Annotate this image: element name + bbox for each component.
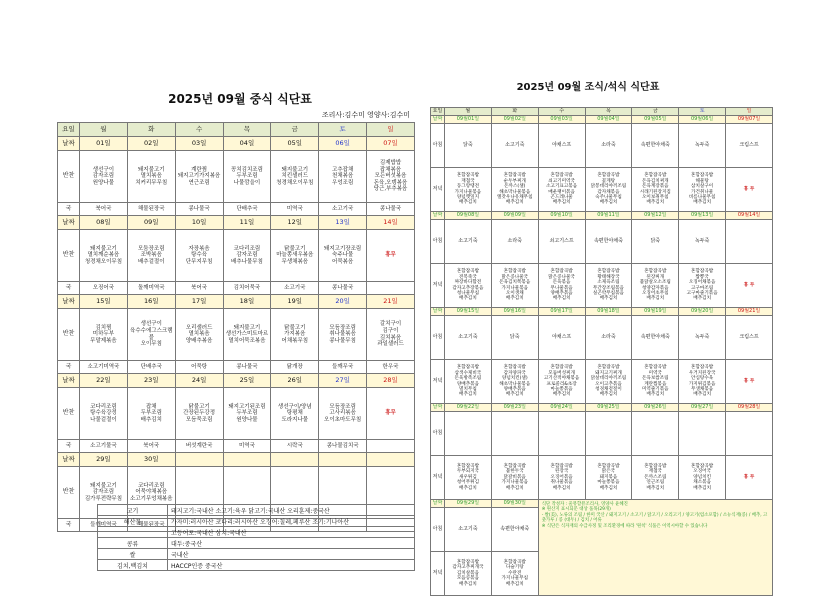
side-label: 반찬 bbox=[58, 467, 80, 519]
soup-cell: 콩나물국 bbox=[367, 203, 415, 216]
day-header: 일 bbox=[367, 123, 415, 137]
date-cell: 09월30일 bbox=[491, 500, 538, 508]
dinner-cell: 혼합잡곡밥 감자고추찌개국 김치살볶음 모듬콩볶음 배추김치 bbox=[445, 552, 492, 596]
soup-cell: 시락국 bbox=[271, 440, 319, 453]
origin-table bbox=[97, 504, 415, 571]
side-label: 반찬 bbox=[58, 388, 80, 440]
breakfast-cell: 속편한야채죽 bbox=[632, 124, 679, 168]
breakfast-cell bbox=[538, 412, 585, 456]
breakfast-cell: 녹두죽 bbox=[679, 316, 726, 360]
breakfast-cell: 크림스프 bbox=[726, 316, 773, 360]
origin-value: HACCP인증 중국산 bbox=[168, 560, 415, 571]
day-header: 수 bbox=[538, 108, 585, 116]
side-dishes: 갈치구이 김구이 김치볶음 과일샐러드 bbox=[367, 309, 415, 361]
breakfast-cell bbox=[726, 412, 773, 456]
dinner-cell: 혼합잡곡밥 두부되지국 새우튀김 청어무튀김 배추김치 bbox=[445, 456, 492, 500]
dinner-cell: 혼합잡곡밥 우거지된장국 안심탕수육 가지튀김볶음 무생채볶음 배추김치 bbox=[679, 360, 726, 404]
date-cell: 09월16일 bbox=[491, 308, 538, 316]
breakfast-cell bbox=[726, 220, 773, 264]
date-cell: 09월10일 bbox=[538, 212, 585, 220]
dinner-cell: 혼합잡곡밥 짬뽕국 오징어채볶음 고구마조림 고구마줄기볶음 배추김치 bbox=[679, 264, 726, 308]
side-dishes: 생선구이/양념 탕평채 도라지나물 bbox=[271, 388, 319, 440]
breakfast-cell: 소라죽 bbox=[491, 220, 538, 264]
day-header: 토 bbox=[319, 123, 367, 137]
side-dishes: 코다리조림 어묵야채볶음 소고기무엉채볶음 bbox=[127, 467, 175, 519]
date-cell: 09월05일 bbox=[632, 116, 679, 124]
dinner-cell: 혼합잡곡밥 해물탕 삼치살구이 가건취나물 비름나물무침 배추김치 bbox=[679, 168, 726, 212]
side-dishes: 돼지불고기 생선가스미트마르 멸치어묵조볶음 bbox=[223, 309, 271, 361]
dinner-cell: 혼합잡곡밥 맑은콩나물국 돈육볶음 무나물볶음 양배추볶음 배추김치 bbox=[538, 264, 585, 308]
soup-cell bbox=[367, 282, 415, 295]
breakfast-cell bbox=[491, 412, 538, 456]
date-cell: 09월15일 bbox=[445, 308, 492, 316]
date-cell: 29일 bbox=[80, 453, 128, 467]
soup-cell: 돌깨미역국 bbox=[127, 282, 175, 295]
date-cell: 09월17일 bbox=[538, 308, 585, 316]
dinner-cell: 혼합잡곡밥 재첩국 동그랑땡전 가지나물볶음 양념깻잎지 배추김치 bbox=[445, 168, 492, 212]
side-dishes: 고추잡채 천채볶음 우엉조림 bbox=[319, 151, 367, 203]
soup-cell: 어묵탕 bbox=[175, 361, 223, 374]
holiday-cell: 휴 무 bbox=[726, 264, 773, 308]
lunch-table bbox=[57, 122, 415, 532]
notes-box: 식단 작성자 : 울뮤할뮤조리사, 영양사 윤혜진 ※ 원산지 표시되문 대상 품목(29개) - 쌀(美), 노류의 조림 / 한미 국산 / 돼지고기 / 소고기 / 닭고기 / 오리고기 / 양고기(염소포함) / 소뉴식재(콩) / 배추, 고춧가루 / 콩 (대두) / 김치 / 어류 ※ 식단은 식자재의 수급사정 및 조리환경에 따라 '원칙' 식품은 이역시아할 수 있습니다 bbox=[538, 500, 772, 596]
side-dishes: 돼지불고기 감자조림 김가루전략무침 bbox=[80, 467, 128, 519]
date-cell: 05일 bbox=[271, 137, 319, 151]
date-cell: 21일 bbox=[367, 295, 415, 309]
soup-cell: 북어국 bbox=[127, 440, 175, 453]
date-cell: 10일 bbox=[175, 216, 223, 230]
breakfast-cell: 속편한야채죽 bbox=[585, 220, 632, 264]
side-label: 반찬 bbox=[58, 151, 80, 203]
dinner-cell: 혼합잡곡밥 감자양파국 양념치킨(샐) 해초막나물볶음 양배추볶음 배추김치 bbox=[491, 360, 538, 404]
breakfast-cell: 쇠고기스프 bbox=[538, 220, 585, 264]
date-cell: 09월29일 bbox=[445, 500, 492, 508]
soup-cell: 단배추국 bbox=[127, 361, 175, 374]
breakfast-cell bbox=[632, 412, 679, 456]
lunch-title: 2025년 09월 중식 식단표 bbox=[168, 92, 312, 106]
day-header: 목 bbox=[585, 108, 632, 116]
date-label: 날짜 bbox=[58, 216, 80, 230]
origin-key: 콩류 bbox=[98, 538, 168, 549]
date-cell: 18일 bbox=[223, 295, 271, 309]
date-cell: 09월27일 bbox=[679, 404, 726, 412]
date-cell: 20일 bbox=[319, 295, 367, 309]
dinner-cell: 혼합잡곡밥 불한두국 닭갈비볶음 가지나물볶음 배추김치 bbox=[491, 456, 538, 500]
date-cell: 09월24일 bbox=[538, 404, 585, 412]
soup-label: 국 bbox=[58, 203, 80, 216]
soup-cell bbox=[367, 440, 415, 453]
date-cell: 09월22일 bbox=[445, 404, 492, 412]
soup-label: 국 bbox=[58, 519, 80, 532]
breakfast-cell: 소고기죽 bbox=[445, 220, 492, 264]
side-dishes: 자장볶음 탕수육 단무지무침 bbox=[175, 230, 223, 282]
breakfast-cell: 소고기죽 bbox=[445, 508, 492, 552]
date-cell: 23일 bbox=[127, 374, 175, 388]
side-dishes: 계란찜 돼지고기가지볶음 연근조림 bbox=[175, 151, 223, 203]
side-dishes: 코다리조림 탕수육강정 나물겉절이 bbox=[80, 388, 128, 440]
side-label: 반찬 bbox=[58, 309, 80, 361]
breakfast-cell: 소고기죽 bbox=[445, 316, 492, 360]
date-cell: 09월19일 bbox=[632, 308, 679, 316]
date-cell: 16일 bbox=[127, 295, 175, 309]
side-dishes: 모둠장조림 조박볶음 배추겉절이 bbox=[127, 230, 175, 282]
date-cell: 26일 bbox=[271, 374, 319, 388]
breakfast-cell: 소라죽 bbox=[585, 124, 632, 168]
date-cell: 09월18일 bbox=[585, 308, 632, 316]
breakfast-cell bbox=[679, 412, 726, 456]
date-label: 날짜 bbox=[58, 374, 80, 388]
soup-cell: 북어국 bbox=[175, 282, 223, 295]
breakfast-cell: 닭죽 bbox=[632, 220, 679, 264]
soup-cell: 북어국 bbox=[80, 203, 128, 216]
date-cell: 09월03일 bbox=[538, 116, 585, 124]
side-dishes: 생선구이 감자조림 원양나물 bbox=[80, 151, 128, 203]
date-cell: 03일 bbox=[175, 137, 223, 151]
day-header: 목 bbox=[223, 123, 271, 137]
morning-label: 아침 bbox=[431, 316, 445, 360]
dinner-cell: 혼합잡곡밥 꽃게탕 닭봉데리야끼조림 감자채볶음 숙주나물무침 배추김치 bbox=[585, 168, 632, 212]
dinner-cell: 혼합잡곡밥 재첩국 돈까스조림 연근조림 배추김치 bbox=[632, 456, 679, 500]
origin-key: 해산물 bbox=[98, 516, 168, 527]
date-cell: 09월02일 bbox=[491, 116, 538, 124]
date-cell: 09월25일 bbox=[585, 404, 632, 412]
date-cell: 09월13일 bbox=[679, 212, 726, 220]
date-cell: 01일 bbox=[80, 137, 128, 151]
dinner-cell: 혼합잡곡밥 다슬기탕 수란전 가지나물무침 배추김치 bbox=[491, 552, 538, 596]
side-label: 반찬 bbox=[58, 230, 80, 282]
soup-cell: 김치어묵국 bbox=[223, 282, 271, 295]
side-dishes: 모듬장조림 고사리볶음 오이초마도무침 bbox=[319, 388, 367, 440]
date-cell: 09월20일 bbox=[679, 308, 726, 316]
dinner-cell: 혼합잡곡밥 황태해장국 소제육조림 무간장조림볶음 실곤약무침볶음 배추김치 bbox=[585, 264, 632, 308]
side-dishes: 돼지고기된조림 두부조림 원양나물 bbox=[223, 388, 271, 440]
side-dishes: 오리샐러드 멸치볶음 양배추볶음 bbox=[175, 309, 223, 361]
day-header: 월 bbox=[80, 123, 128, 137]
date-cell: 06일 bbox=[319, 137, 367, 151]
origin-header: 고기 bbox=[98, 505, 168, 516]
side-dishes: 돼지고기장조림 숙주나물 어묵볶음 bbox=[319, 230, 367, 282]
breakfast-cell: 야채스프 bbox=[538, 316, 585, 360]
date-cell: 09월28일 bbox=[726, 404, 773, 412]
dinner-cell: 혼합잡곡밥 미역국 돈육보쌈조림 계란찜볶음 미역줄기볶음 배추김치 bbox=[632, 360, 679, 404]
soup-cell: 들깨무국 bbox=[319, 361, 367, 374]
side-dishes: 김제밥밥 잡채볶음 모든버섯볶음 돈육,오뎅볶음 당근,부추볶음 bbox=[367, 151, 415, 203]
dinner-cell: 혼합잡곡밥 모둠버섯찌개 고기산적야채볶음 프로콜리&초장 마늘쫑볶음 배추김치 bbox=[538, 360, 585, 404]
soup-cell: 해물된장국 bbox=[127, 203, 175, 216]
date-label: 날짜 bbox=[431, 116, 445, 124]
side-dishes: 돼지불고기 멸치볶음 치커리무무침 bbox=[127, 151, 175, 203]
morning-label: 아침 bbox=[431, 508, 445, 552]
date-cell: 09월01일 bbox=[445, 116, 492, 124]
soup-cell: 미역국 bbox=[223, 440, 271, 453]
dinner-cell: 혼합잡곡밥 순두부찌개 돈까스(샐) 해초막나물볶음 엘갓우나유채무침 배추김치 bbox=[491, 168, 538, 212]
day-header: 금 bbox=[632, 108, 679, 116]
dinner-cell: 혼합잡곡밥 쇠고기미역국 소고기표고볶음 매운팽이볶음 곤드레나물 배추김치 bbox=[538, 168, 585, 212]
dinner-cell: 혼합잡곡밥 오징어국 양념치킨 채소볶음 배추김치 bbox=[679, 456, 726, 500]
side-dishes: 생선구이 육수수에그스크램블 오이무침 bbox=[127, 309, 175, 361]
date-cell: 09월08일 bbox=[445, 212, 492, 220]
dinner-cell: 혼합잡곡밥 된장찌개 불닭살오소조림 청양감자볶음 오징어초무침 배추김치 bbox=[632, 264, 679, 308]
date-cell: 09월07일 bbox=[726, 116, 773, 124]
date-cell: 09월14일 bbox=[726, 212, 773, 220]
soup-cell: 소고기국 bbox=[319, 203, 367, 216]
soup-cell: 미역국 bbox=[271, 203, 319, 216]
date-cell: 09월26일 bbox=[632, 404, 679, 412]
date-cell: 09월09일 bbox=[491, 212, 538, 220]
day-header: 요일 bbox=[58, 123, 80, 137]
morning-label: 아침 bbox=[431, 124, 445, 168]
date-cell: 17일 bbox=[175, 295, 223, 309]
morning-label: 아침 bbox=[431, 412, 445, 456]
side-dishes: 꽁치김치조림 두부조림 나물깜을이 bbox=[223, 151, 271, 203]
date-cell bbox=[271, 453, 319, 467]
soup-cell: 들깨미역국 bbox=[80, 519, 128, 532]
evening-label: 저녁 bbox=[431, 552, 445, 596]
soup-cell: 소고기미역국 bbox=[80, 361, 128, 374]
day-header: 금 bbox=[271, 123, 319, 137]
soup-cell: 소고기물국 bbox=[80, 440, 128, 453]
evening-label: 저녁 bbox=[431, 456, 445, 500]
date-cell: 09일 bbox=[127, 216, 175, 230]
date-cell: 28일 bbox=[367, 374, 415, 388]
day-header: 토 bbox=[679, 108, 726, 116]
side-dishes: 잡채 두부조림 배추김치 bbox=[127, 388, 175, 440]
soup-cell: 한우국 bbox=[367, 361, 415, 374]
date-cell: 25일 bbox=[223, 374, 271, 388]
origin-value: 국내산 bbox=[168, 549, 415, 560]
soup-cell: 콩나물국 bbox=[223, 361, 271, 374]
breakfast-cell: 닭죽 bbox=[491, 316, 538, 360]
dinner-table bbox=[430, 107, 773, 596]
breakfast-cell: 크림스프 bbox=[726, 124, 773, 168]
date-label: 날짜 bbox=[431, 500, 445, 508]
soup-cell: 콩나물국 bbox=[319, 282, 367, 295]
breakfast-cell: 녹두죽 bbox=[679, 220, 726, 264]
evening-label: 저녁 bbox=[431, 360, 445, 404]
soup-cell: 소고기국 bbox=[271, 282, 319, 295]
origin-key: 김치,백김치 bbox=[98, 560, 168, 571]
date-cell bbox=[319, 453, 367, 467]
soup-label: 국 bbox=[58, 440, 80, 453]
soup-cell: 버섯계란국 bbox=[175, 440, 223, 453]
date-cell: 09월11일 bbox=[585, 212, 632, 220]
date-cell: 14일 bbox=[367, 216, 415, 230]
side-dishes: 돼지불고기 멸치깨순볶음 청경채오이무침 bbox=[80, 230, 128, 282]
origin-key: 쌀 bbox=[98, 549, 168, 560]
breakfast-cell: 속편한야채죽 bbox=[491, 508, 538, 552]
side-dishes: 돼지불고기 치킨샐러드 청경채오이무침 bbox=[271, 151, 319, 203]
date-cell: 09월12일 bbox=[632, 212, 679, 220]
dinner-cell: 혼합잡곡밥 삼색수제비국 돈육방촉조림 양배추볶음 멸치무침 배추김치 bbox=[445, 360, 492, 404]
soup-cell: 콩나물국 bbox=[175, 203, 223, 216]
date-cell: 15일 bbox=[80, 295, 128, 309]
date-cell: 09월04일 bbox=[585, 116, 632, 124]
day-header: 수 bbox=[175, 123, 223, 137]
date-cell: 27일 bbox=[319, 374, 367, 388]
date-label: 날짜 bbox=[431, 212, 445, 220]
soup-cell: 해물된장국 bbox=[127, 519, 175, 532]
date-cell: 22일 bbox=[80, 374, 128, 388]
date-cell: 09월06일 bbox=[679, 116, 726, 124]
date-label: 날짜 bbox=[431, 308, 445, 316]
day-header: 월 bbox=[445, 108, 492, 116]
side-dishes: 휴무 bbox=[367, 388, 415, 440]
dinner-title: 2025년 09월 조식/석식 식단표 bbox=[516, 82, 660, 93]
date-cell: 09월23일 bbox=[491, 404, 538, 412]
breakfast-cell: 소라죽 bbox=[585, 316, 632, 360]
morning-label: 아침 bbox=[431, 220, 445, 264]
date-cell: 11일 bbox=[223, 216, 271, 230]
holiday-cell: 휴 무 bbox=[726, 456, 773, 500]
date-cell bbox=[367, 453, 415, 467]
breakfast-cell: 닭죽 bbox=[445, 124, 492, 168]
breakfast-cell bbox=[585, 412, 632, 456]
date-cell: 08일 bbox=[80, 216, 128, 230]
soup-cell: 오징어국 bbox=[80, 282, 128, 295]
side-dishes: 닭불고기 가지볶음 어채볶무침 bbox=[271, 309, 319, 361]
day-header: 요일 bbox=[431, 108, 445, 116]
day-header: 화 bbox=[127, 123, 175, 137]
origin-value: 대두:중국산 bbox=[168, 538, 415, 549]
breakfast-cell: 야채스프 bbox=[538, 124, 585, 168]
date-cell bbox=[175, 453, 223, 467]
soup-label: 국 bbox=[58, 282, 80, 295]
origin-value: 고등어포:국내산 삼치:국내산 bbox=[168, 527, 415, 538]
soup-cell: 단배추국 bbox=[223, 203, 271, 216]
origin-key bbox=[98, 527, 168, 538]
date-cell: 12일 bbox=[271, 216, 319, 230]
date-label: 날짜 bbox=[58, 137, 80, 151]
breakfast-cell: 속편한야채죽 bbox=[632, 316, 679, 360]
side-dishes: 모듬장조림 취나물볶음 콩나물무침 bbox=[319, 309, 367, 361]
date-label: 날짜 bbox=[431, 404, 445, 412]
side-dishes: 휴무 bbox=[367, 230, 415, 282]
evening-label: 저녁 bbox=[431, 168, 445, 212]
date-label: 날짜 bbox=[58, 453, 80, 467]
date-cell: 09월21일 bbox=[726, 308, 773, 316]
date-cell: 30일 bbox=[127, 453, 175, 467]
side-dishes: 김치찜 미하두부 무말제볶음 bbox=[80, 309, 128, 361]
dinner-cell: 혼합잡곡밥 전복죽국 짜장바다함전 감자고추장볶음 청나물무침 배추김치 bbox=[445, 264, 492, 308]
date-cell: 04일 bbox=[223, 137, 271, 151]
dinner-cell: 혼합잡곡밥 돈육김치찌개 돈육계장볶음 시래기된장지짐 오이보취무침 배추김치 bbox=[632, 168, 679, 212]
breakfast-cell: 녹두죽 bbox=[679, 124, 726, 168]
evening-label: 저녁 bbox=[431, 264, 445, 308]
dinner-cell: 혼합잡곡밥 돼지고기찌개 닭살데리야끼조림 오이고추볶음 청경채겉절이 배추김치 bbox=[585, 360, 632, 404]
origin-value: 가자미:러시아산 코다리:러시아산 오징어:칠레,페루산 조기:기나아산 bbox=[168, 516, 415, 527]
breakfast-cell: 소고기죽 bbox=[491, 124, 538, 168]
lunch-staff: 조리사:김수미 영양사:김수미 bbox=[321, 111, 410, 119]
date-cell: 02일 bbox=[127, 137, 175, 151]
dinner-cell: 혼합잡곡밥 맑은콩나물국 돈육김치쪽볶음 가지나물볶음 오이생채 배추김치 bbox=[491, 264, 538, 308]
date-cell: 13일 bbox=[319, 216, 367, 230]
date-cell: 19일 bbox=[271, 295, 319, 309]
breakfast-cell bbox=[445, 412, 492, 456]
side-dishes: 닭불고기 마늘쫑새우볶음 무생채볶음 bbox=[271, 230, 319, 282]
side-dishes: 닭불고기 간장된두강정 모듬묵조림 bbox=[175, 388, 223, 440]
dinner-cell: 혼합잡곡밥 된장국 오징어볶음 취나물볶음 배추김치 bbox=[538, 456, 585, 500]
date-cell: 24일 bbox=[175, 374, 223, 388]
holiday-cell: 휴 무 bbox=[726, 168, 773, 212]
side-dishes: 코다리조림 감자조림 배추나물무침 bbox=[223, 230, 271, 282]
soup-label: 국 bbox=[58, 361, 80, 374]
dinner-cell: 혼합잡곡밥 맑은국 돼지볶음 마늘쫑볶음 배추김치 bbox=[585, 456, 632, 500]
date-cell: 07일 bbox=[367, 137, 415, 151]
date-label: 날짜 bbox=[58, 295, 80, 309]
soup-cell: 닭개장 bbox=[271, 361, 319, 374]
date-cell bbox=[223, 453, 271, 467]
origin-value: 돼지고기:국내산 소고기:육우 닭고기:국내산 오리훈제:중국산 bbox=[168, 505, 415, 516]
soup-cell: 콩나물김치국 bbox=[319, 440, 367, 453]
day-header: 일 bbox=[726, 108, 773, 116]
day-header: 화 bbox=[491, 108, 538, 116]
holiday-cell: 휴 무 bbox=[726, 360, 773, 404]
